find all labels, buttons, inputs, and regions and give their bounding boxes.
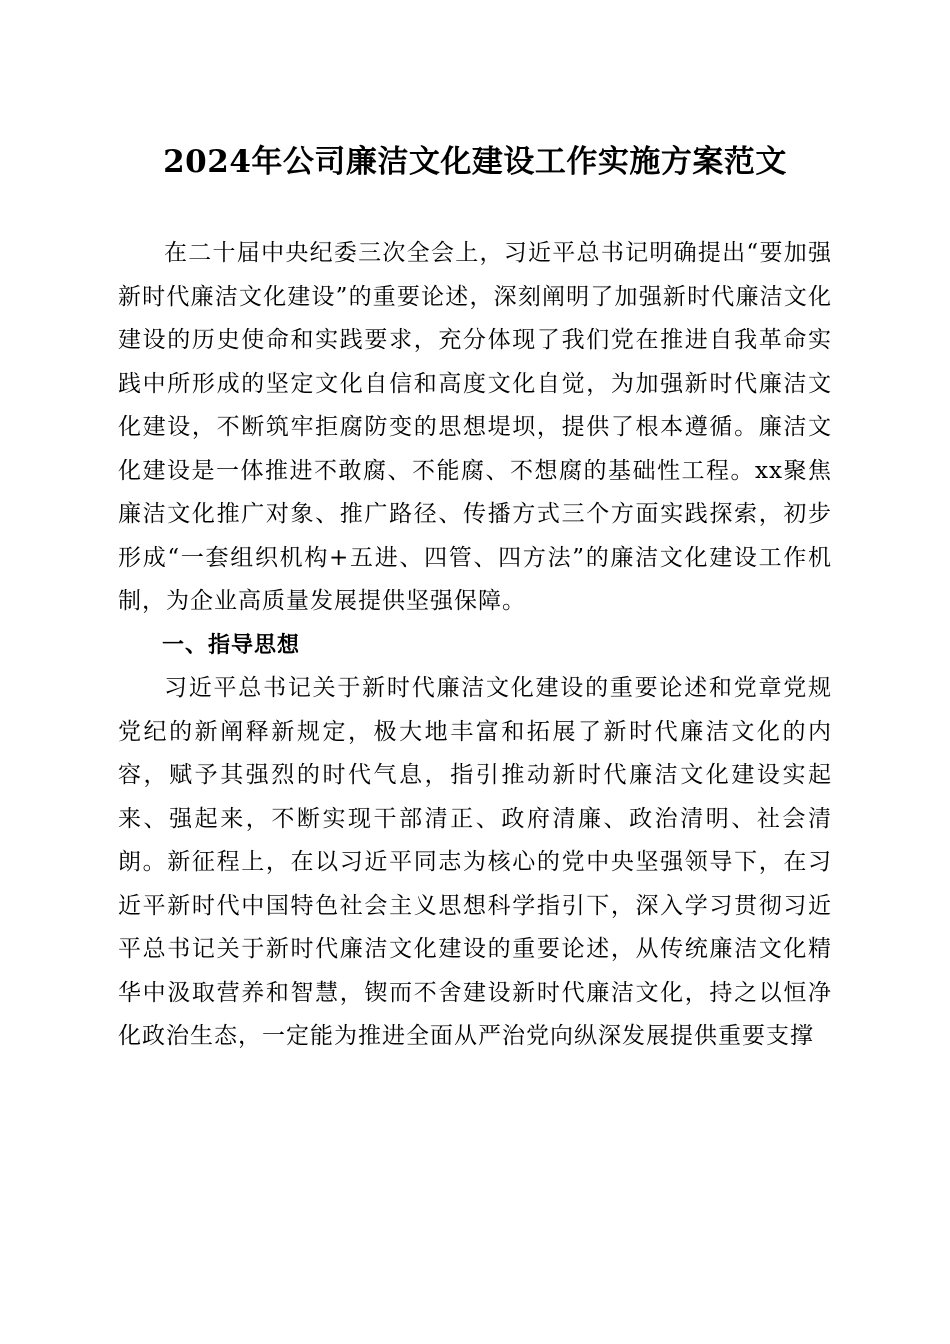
section-heading-guiding-ideology: 一、指导思想 [162,632,301,658]
document-title: 2024年公司廉洁文化建设工作实施方案范文 [163,144,787,180]
document-body [118,232,832,1059]
section-paragraph-guiding-ideology: 习近平总书记关于新时代廉洁文化建设的重要论述和党章党规党纪的新阐释新规定，极大地丰富和拓展了新时代廉洁文化的内容，赋予其强烈的时代气息，指引推动新时代廉洁文化建设实起来、强起来，不断实现干部清正、政府清廉、政治清明、社会清朗。新征程上，在以习近平同志为核心的党中央坚强领导下，在习近平新时代中国特色社会主义思想科学指引下，深入学习贯彻习近平总书记关于新时代廉洁文化建设的重要论述，从传统廉洁文化精华中汲取营养和智慧，锲而不舍建设新时代廉洁文化，持之以恒净化政治生态，一定能为推进全面从严治党向纵深发展提供重要支撑 [118,675,832,1049]
intro-paragraph: 在二十届中央纪委三次全会上，习近平总书记明确提出“要加强新时代廉洁文化建设”的重要论述，深刻阐明了加强新时代廉洁文化建设的历史使命和实践要求，充分体现了我们党在推进自我革命实践中所形成的坚定文化自信和高度文化自觉，为加强新时代廉洁文化建设，不断筑牢拒腐防变的思想堤坝，提供了根本遵循。廉洁文化建设是一体推进不敢腐、不能腐、不想腐的基础性工程。xx聚焦廉洁文化推广对象、推广路径、传播方式三个方面实践探索，初步形成“一套组织机构+五进、四管、四方法”的廉洁文化建设工作机制，为企业高质量发展提供坚强保障。 [118,240,832,614]
